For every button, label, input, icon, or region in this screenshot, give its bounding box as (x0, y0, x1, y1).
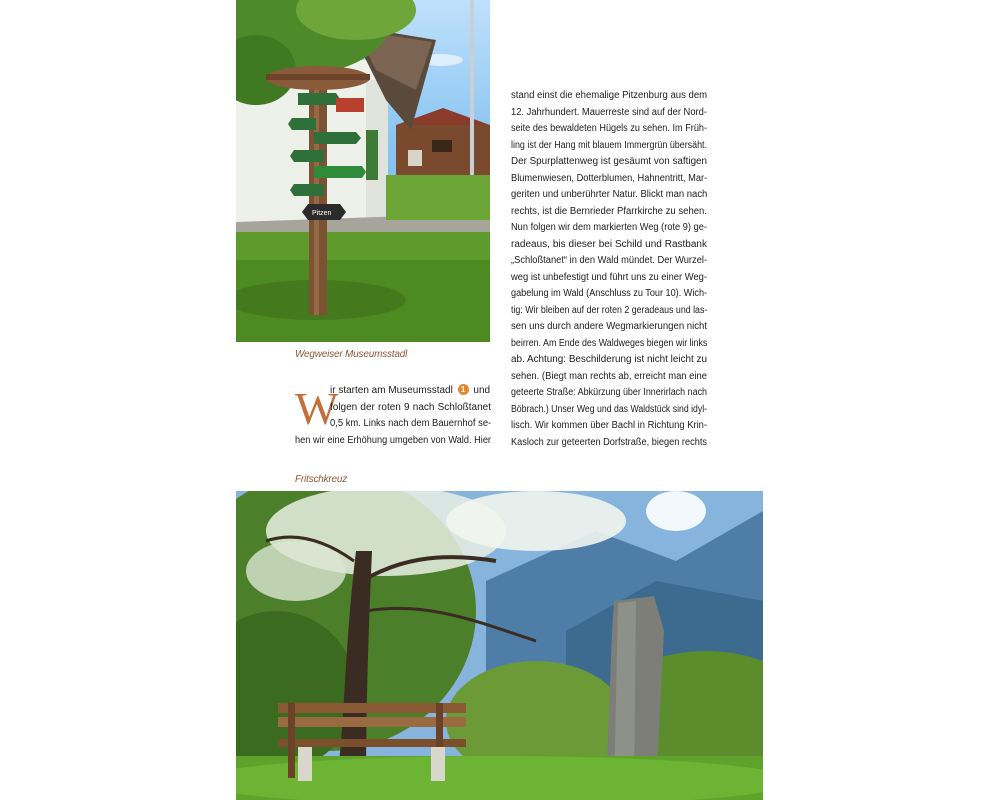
column-right-line: „Schloßtanet“ in den Wald mündet. Der Wurzel- (511, 255, 708, 266)
column-right-line: ab. Achtung: Beschilderung ist nicht leicht zu (511, 354, 707, 365)
sign-pitzen-label: Pitzen (312, 210, 332, 217)
photo-bench-cross (236, 491, 763, 800)
column-right-line: Nun folgen wir dem markierten Weg (rote 9) ge- (511, 222, 707, 233)
column-right-line: lisch. Wir kommen über Bachl in Richtung Krin- (511, 420, 707, 431)
column-right-line: geriten und unberührter Natur. Blickt man nach (511, 189, 708, 200)
signpost-illustration (236, 0, 490, 342)
route-marker-1: 1 (458, 384, 469, 395)
caption-signpost: Wegweiser Museumsstadl (295, 349, 408, 360)
column-right-line: weg ist unbefestigt und führt uns zu einer Weg- (511, 271, 707, 283)
intro-line-3: 0,5 km. Links nach dem Bauernhof se- (330, 418, 492, 429)
column-right-line: Der Spurplattenweg ist gesäumt von saftigen (511, 156, 707, 167)
intro-line-4: hen wir eine Erhöhung umgeben von Wald. Hier (295, 434, 491, 446)
column-right-line: Blumenwiesen, Dotterblumen, Hahnentritt, Mar- (511, 172, 708, 184)
column-right-line: Böbrach.) Unser Weg und das Waldstück sind idyl- (511, 403, 708, 415)
column-right-line: sen uns durch andere Wegmarkierungen nicht (511, 321, 707, 332)
column-right-line: stand einst die ehemalige Pitzenburg aus dem (511, 90, 708, 101)
column-right-line: seite des bewaldeten Hügels zu sehen. Im Früh- (511, 123, 707, 134)
column-right-line: Kasloch zur geteerten Dorfstraße, biegen rechts (511, 436, 707, 448)
caption-bench: Fritschkreuz (295, 474, 348, 485)
column-right-line: 12. Jahrhundert. Mauerreste sind auf der Nord- (511, 106, 707, 118)
column-right-line: tig: Wir bleiben auf der roten 2 geradeaus und las- (511, 304, 708, 316)
dropcap-letter: W (295, 383, 339, 434)
intro-line-1-text: ir starten am Museumsstadl (330, 385, 453, 396)
column-right-line: radeaus, bis dieser bei Schild und Rastbank (511, 238, 707, 250)
column-right-line: geteerte Straße: Abkürzung über Innerirlach nach (511, 387, 708, 398)
column-right-line: beirren. Am Ende des Waldweges biegen wir links (511, 337, 708, 349)
intro-line-1 (330, 383, 491, 400)
column-right-line: gabelung im Wald (Anschluss zu Tour 10). Wich- (511, 288, 708, 299)
column-right-line: ling ist der Hang mit blauem Immergrün übersäht. (511, 139, 707, 151)
bench-illustration (236, 491, 763, 800)
column-right-line: rechts, ist die Bernrieder Pfarrkirche zu sehen. (511, 205, 707, 217)
intro-line-2: folgen der roten 9 nach Schloßtanet (330, 401, 491, 413)
photo-signpost (236, 0, 490, 342)
column-right-line: sehen. (Biegt man rechts ab, erreicht man eine (511, 370, 707, 382)
intro-line-1-end: und (473, 385, 491, 396)
